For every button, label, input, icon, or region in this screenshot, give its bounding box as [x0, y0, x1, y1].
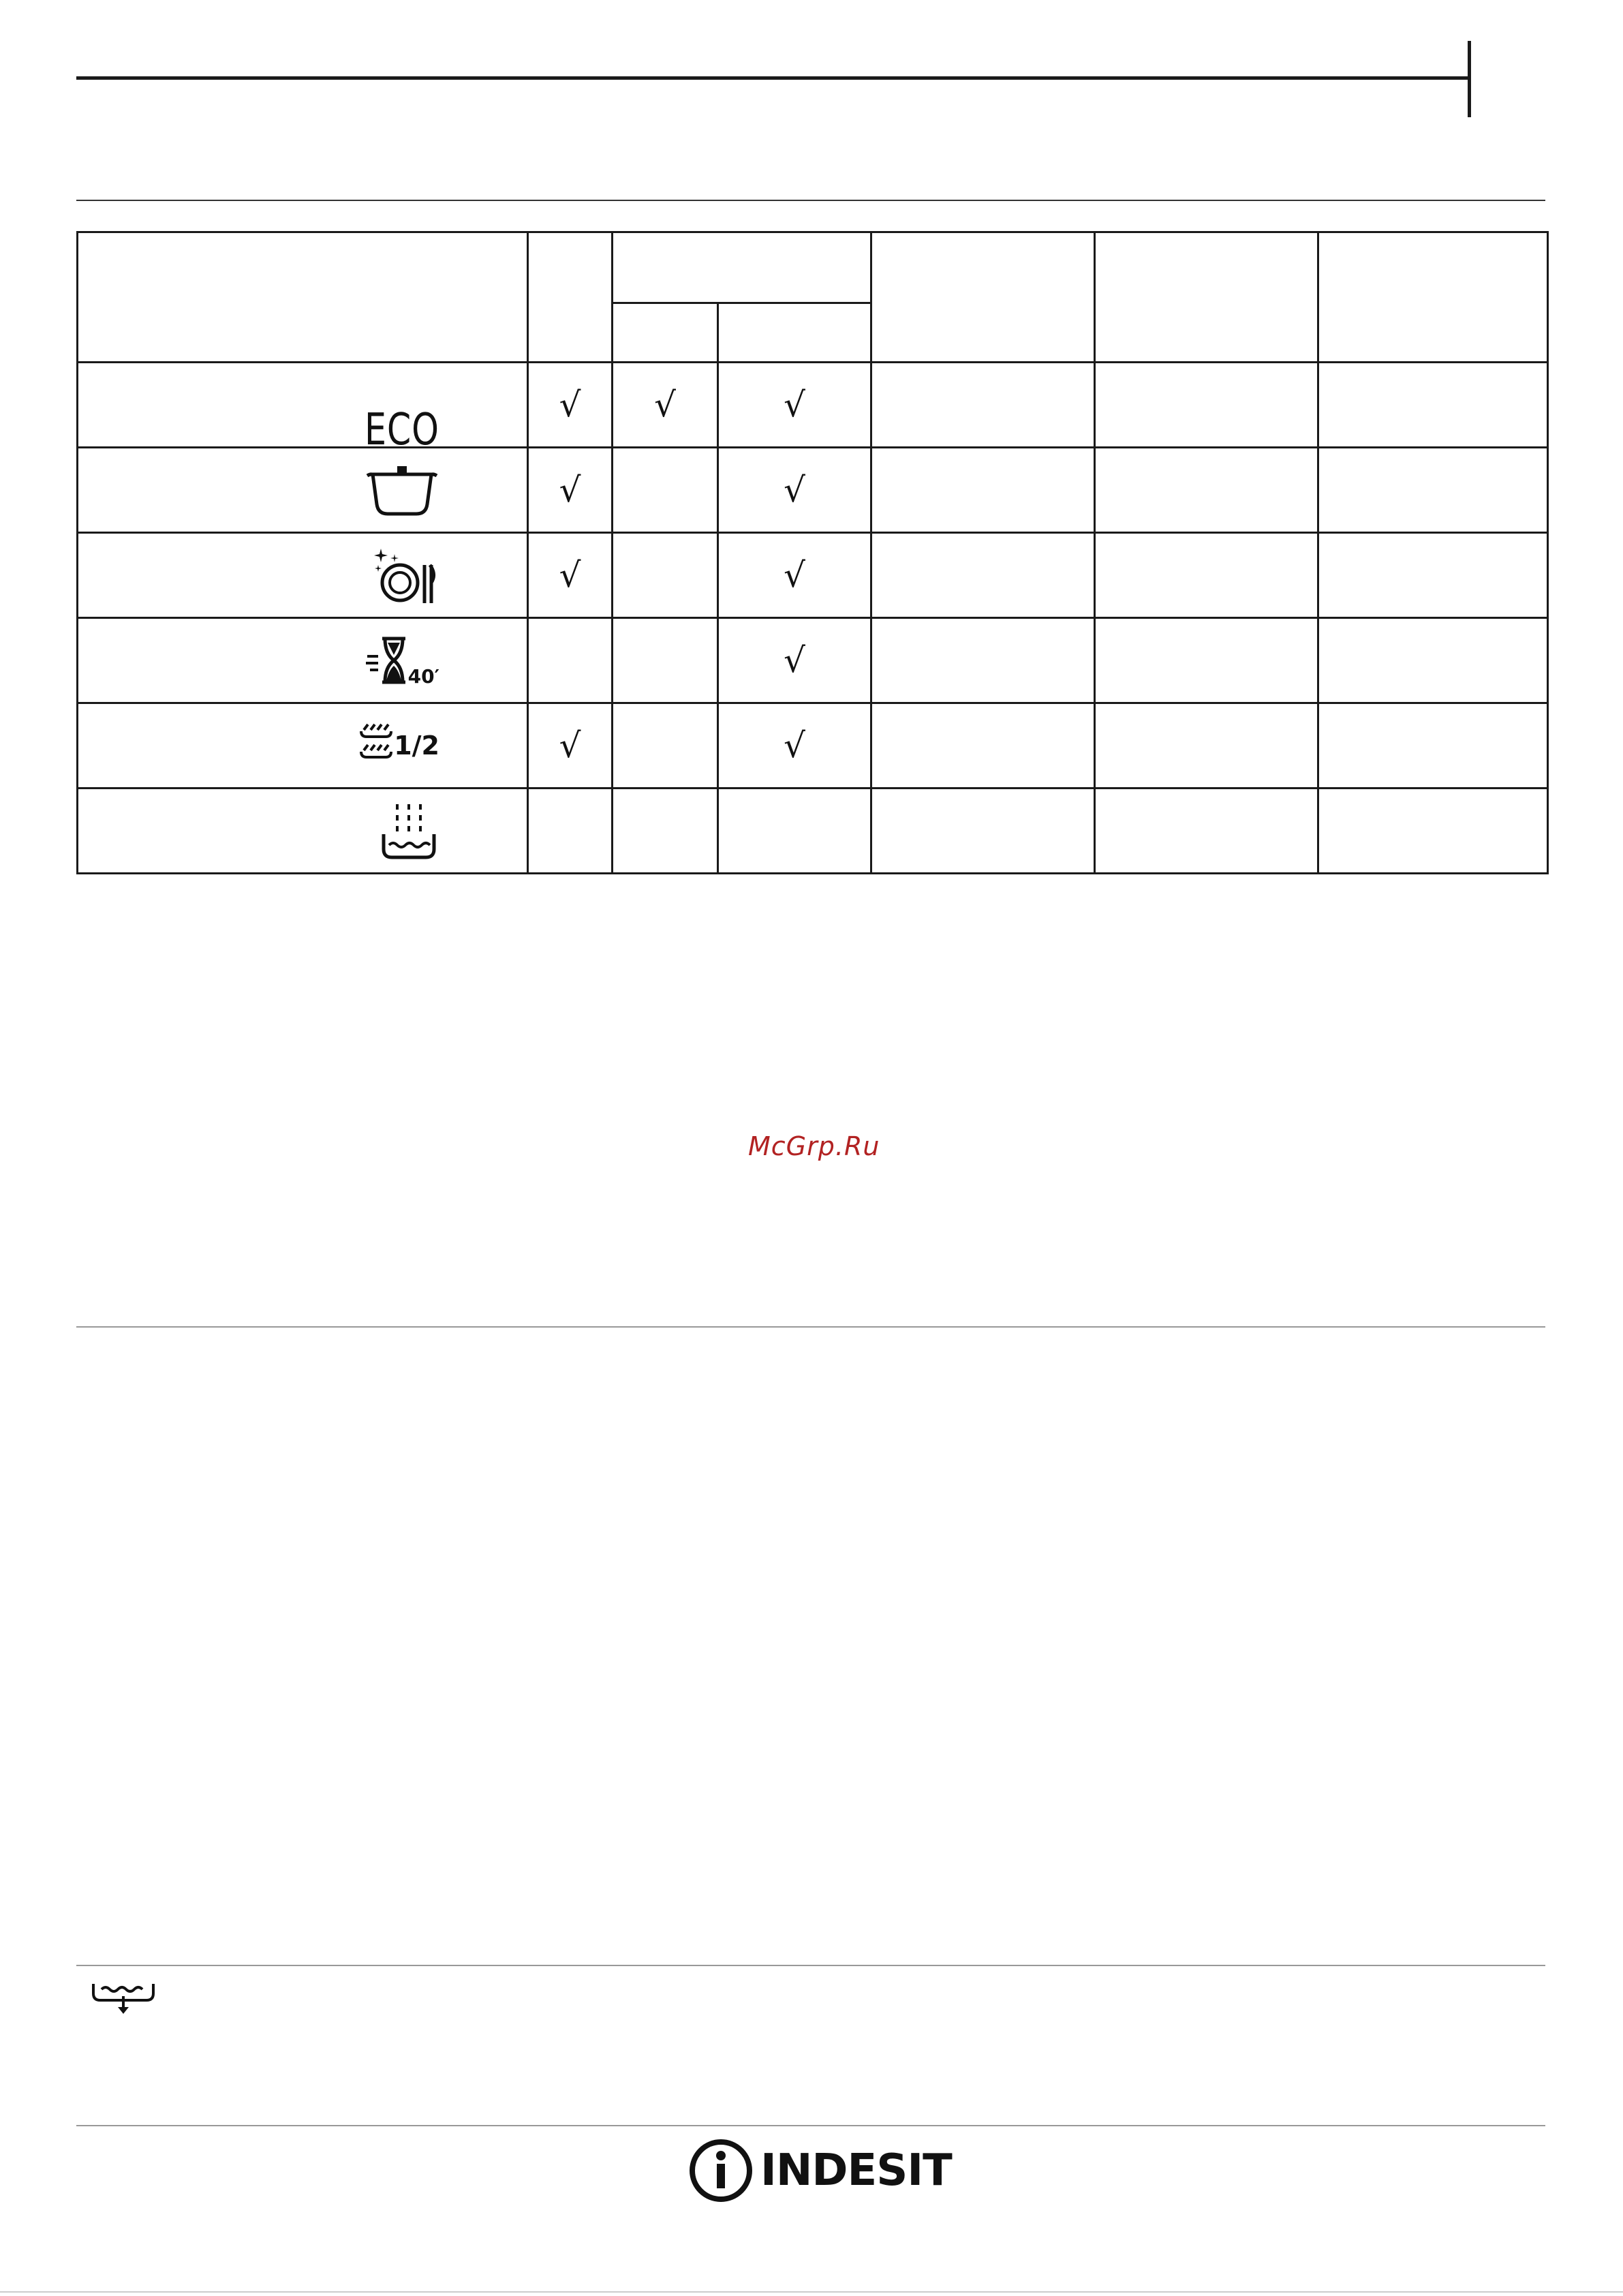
program-cell: [78, 448, 528, 533]
header-col-5: [1095, 232, 1318, 363]
header-col-6: [1318, 232, 1548, 363]
check-mark: √: [784, 555, 805, 595]
check-mark: √: [654, 385, 676, 425]
check-cell: [718, 448, 871, 533]
check-mark: √: [784, 385, 805, 425]
empty-cell: [1095, 789, 1318, 874]
empty-cell: [613, 533, 718, 618]
sparkling-dishes-icon: [371, 545, 439, 606]
brand-i-icon: [688, 2138, 754, 2203]
check-mark: √: [559, 726, 581, 765]
pot-icon: [365, 459, 439, 521]
check-cell: [718, 363, 871, 448]
half-load-label: 1/2: [394, 731, 439, 761]
check-cell: [718, 703, 871, 789]
watermark: McGrp.Ru: [748, 1131, 880, 1161]
program-cell: [78, 363, 528, 455]
empty-cell: [871, 789, 1095, 874]
section-divider: [76, 2125, 1545, 2126]
check-mark: √: [784, 641, 805, 680]
empty-cell: [613, 789, 718, 874]
check-cell: [613, 363, 718, 448]
fast-hourglass-icon: [366, 633, 439, 688]
check-mark: √: [784, 726, 805, 765]
header-sub-a: [613, 303, 718, 363]
empty-cell: [871, 618, 1095, 703]
soak-icon: [378, 800, 439, 861]
check-cell: [528, 448, 613, 533]
program-cell: [78, 703, 528, 789]
empty-cell: [1318, 363, 1548, 448]
empty-cell: [1318, 448, 1548, 533]
empty-cell: [871, 533, 1095, 618]
header-group: [613, 232, 871, 303]
half-load-icon: [358, 723, 439, 768]
hourglass-icon: [366, 633, 408, 688]
empty-cell: [1318, 533, 1548, 618]
section-divider: [76, 1326, 1545, 1328]
empty-cell: [871, 703, 1095, 789]
header-sub-b: [718, 303, 871, 363]
table-row: [78, 789, 1548, 874]
empty-cell: [871, 363, 1095, 448]
table-row: [78, 363, 1548, 448]
empty-cell: [1095, 363, 1318, 448]
section-divider: [76, 1965, 1545, 1966]
brand-logo: [688, 2138, 952, 2203]
racks-icon: [358, 723, 394, 768]
empty-cell: [613, 703, 718, 789]
empty-cell: [871, 448, 1095, 533]
empty-cell: [1095, 533, 1318, 618]
table-row: [78, 533, 1548, 618]
drain-icon: [91, 1980, 156, 2018]
table-row: [78, 448, 1548, 533]
program-cell: [78, 618, 528, 703]
duration-label: 40′: [407, 665, 439, 688]
empty-cell: [613, 618, 718, 703]
program-options-table: [76, 231, 1549, 874]
page-bottom-rule: [0, 2291, 1623, 2293]
section-divider: [76, 200, 1545, 201]
check-cell: [718, 533, 871, 618]
empty-cell: [1318, 789, 1548, 874]
check-cell: [528, 363, 613, 448]
program-cell: [78, 789, 528, 874]
top-rule: [76, 76, 1470, 80]
top-tick: [1468, 41, 1471, 117]
empty-cell: [528, 789, 613, 874]
check-mark: √: [559, 385, 581, 425]
table-row: [78, 618, 1548, 703]
empty-cell: [718, 789, 871, 874]
check-cell: [528, 703, 613, 789]
header-program: [78, 232, 528, 363]
check-mark: √: [559, 555, 581, 595]
check-cell: [718, 618, 871, 703]
empty-cell: [1095, 703, 1318, 789]
empty-cell: [1318, 703, 1548, 789]
header-col-1: [528, 232, 613, 363]
table-row: [78, 703, 1548, 789]
empty-cell: [1095, 448, 1318, 533]
header-col-4: [871, 232, 1095, 363]
eco-label-icon: ECO: [365, 405, 439, 455]
empty-cell: [1318, 618, 1548, 703]
brand-name: INDESIT: [760, 2145, 952, 2196]
check-cell: [528, 533, 613, 618]
check-mark: √: [559, 470, 581, 510]
check-mark: √: [784, 470, 805, 510]
empty-cell: [613, 448, 718, 533]
empty-cell: [528, 618, 613, 703]
program-cell: [78, 533, 528, 618]
empty-cell: [1095, 618, 1318, 703]
